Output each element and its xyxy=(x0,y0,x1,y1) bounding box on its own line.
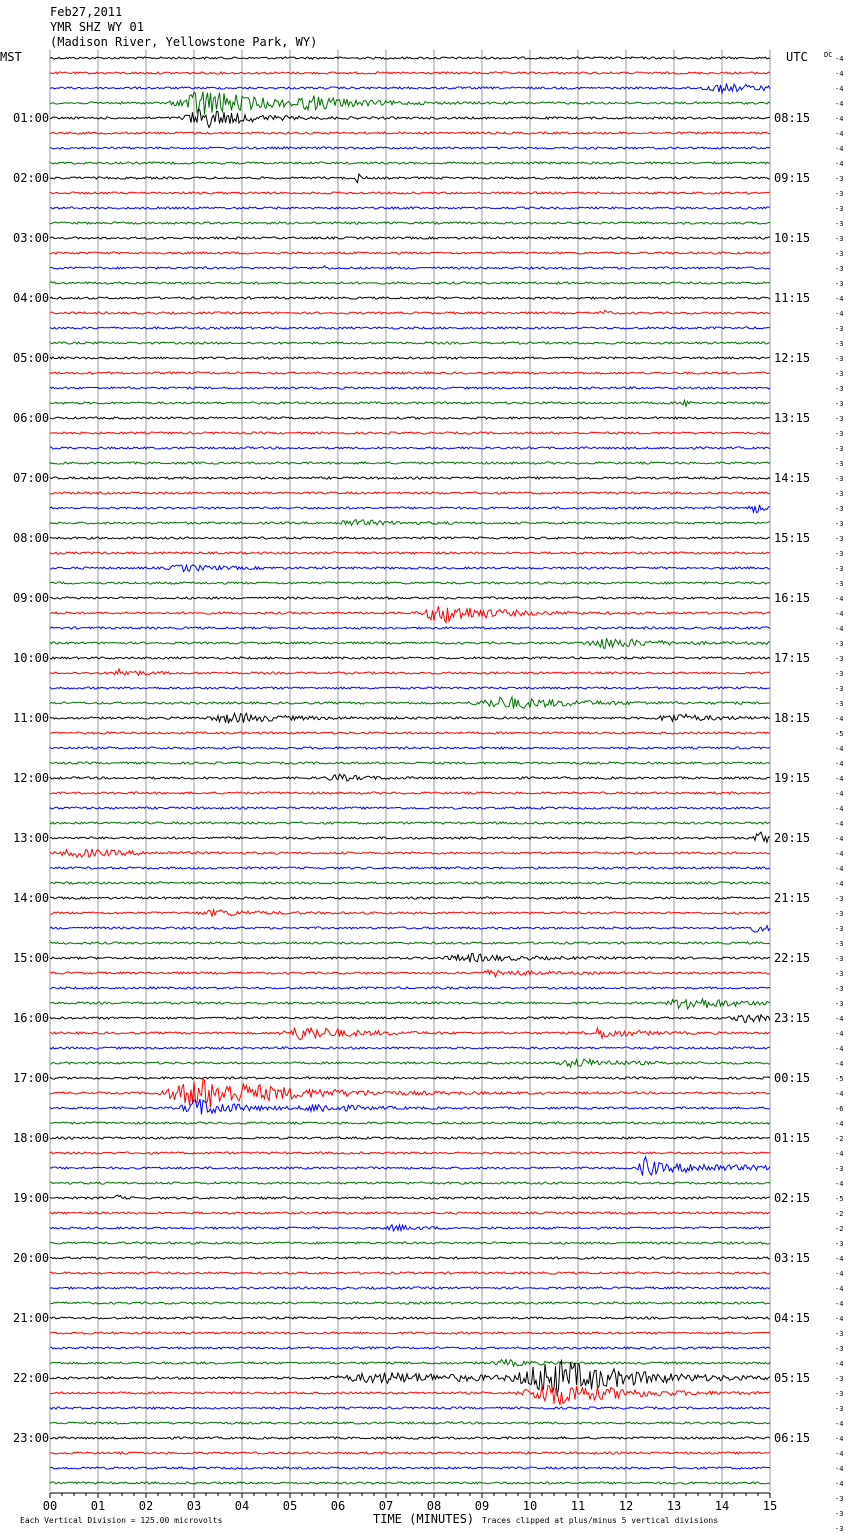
dc-offset-94: -4 xyxy=(835,1465,844,1473)
trace-row-34 xyxy=(50,565,770,572)
trace-row-68 xyxy=(50,1077,770,1079)
trace-row-79 xyxy=(50,1242,770,1244)
trace-row-39 xyxy=(50,638,770,648)
trace-row-48 xyxy=(50,774,770,781)
dc-offset-45: -5 xyxy=(835,730,844,738)
dc-offset-17: -4 xyxy=(835,310,844,318)
dc-offset-60: -3 xyxy=(835,955,844,963)
dc-offset-51: -4 xyxy=(835,820,844,828)
trace-row-53 xyxy=(50,849,770,857)
trace-row-90 xyxy=(50,1407,770,1409)
trace-row-5 xyxy=(50,132,770,134)
trace-row-63 xyxy=(50,999,770,1009)
x-tick-label-04: 04 xyxy=(234,1499,250,1513)
dc-offset-70: -6 xyxy=(835,1105,844,1113)
trace-row-80 xyxy=(50,1257,770,1259)
trace-row-31 xyxy=(50,520,770,526)
trace-row-76 xyxy=(50,1195,770,1199)
utc-hour-label-12: 19:15 xyxy=(774,771,811,785)
trace-row-10 xyxy=(50,207,770,209)
utc-hour-label-20: 03:15 xyxy=(774,1251,811,1265)
trace-row-43 xyxy=(50,697,770,709)
dc-offset-15: -3 xyxy=(835,280,844,288)
dc-offset-81: -4 xyxy=(835,1270,844,1278)
trace-row-14 xyxy=(50,266,770,269)
trace-row-0 xyxy=(50,57,770,59)
dc-offset-79: -3 xyxy=(835,1240,844,1248)
mst-hour-label-17: 17:00 xyxy=(13,1071,50,1085)
dc-offset-78: -2 xyxy=(835,1225,844,1233)
dc-offset-24: -3 xyxy=(835,415,844,423)
x-tick-label-02: 02 xyxy=(138,1499,154,1513)
dc-offset-85: -3 xyxy=(835,1330,844,1338)
trace-row-9 xyxy=(50,192,770,194)
dc-offset-75: -4 xyxy=(835,1180,844,1188)
trace-row-26 xyxy=(50,447,770,449)
dc-label: DC xyxy=(824,51,833,59)
left-axis-label: MST xyxy=(0,50,22,64)
dc-offset-86: -3 xyxy=(835,1345,844,1353)
x-tick-label-12: 12 xyxy=(618,1499,634,1513)
dc-offset-88: -3 xyxy=(835,1375,844,1383)
trace-area xyxy=(50,57,770,1484)
trace-row-75 xyxy=(50,1182,770,1184)
dc-offset-28: -3 xyxy=(835,475,844,483)
trace-row-70 xyxy=(50,1099,770,1114)
utc-hour-label-16: 23:15 xyxy=(774,1011,811,1025)
dc-offset-9: -3 xyxy=(835,190,844,198)
dc-offset-65: -4 xyxy=(835,1030,844,1038)
dc-offset-40: -3 xyxy=(835,655,844,663)
dc-offset-31: -3 xyxy=(835,520,844,528)
vertical-grid xyxy=(50,50,770,1491)
trace-row-32 xyxy=(50,537,770,539)
dc-offset-46: -4 xyxy=(835,745,844,753)
trace-row-28 xyxy=(50,477,770,479)
trace-row-45 xyxy=(50,732,770,734)
trace-row-92 xyxy=(50,1437,770,1439)
utc-hour-label-8: 15:15 xyxy=(774,531,811,545)
x-tick-label-06: 06 xyxy=(330,1499,346,1513)
trace-row-27 xyxy=(50,462,770,464)
trace-row-23 xyxy=(50,400,770,406)
trace-row-30 xyxy=(50,505,770,513)
trace-row-29 xyxy=(50,492,770,494)
utc-hour-label-11: 18:15 xyxy=(774,711,811,725)
trace-row-1 xyxy=(50,72,770,74)
mst-hour-label-16: 16:00 xyxy=(13,1011,50,1025)
trace-row-6 xyxy=(50,147,770,149)
trace-row-37 xyxy=(50,606,770,622)
dc-offset-77: -2 xyxy=(835,1210,844,1218)
trace-row-86 xyxy=(50,1347,770,1349)
trace-row-47 xyxy=(50,762,770,764)
dc-offset-47: -4 xyxy=(835,760,844,768)
dc-offset-5: -4 xyxy=(835,130,844,138)
trace-row-94 xyxy=(50,1467,770,1469)
mst-hour-label-2: 02:00 xyxy=(13,171,50,185)
dc-offset-16: -4 xyxy=(835,295,844,303)
mst-hour-label-19: 19:00 xyxy=(13,1191,50,1205)
mst-hour-label-3: 03:00 xyxy=(13,231,50,245)
trace-row-73 xyxy=(50,1152,770,1154)
trace-row-52 xyxy=(50,832,770,842)
trace-row-8 xyxy=(50,174,770,183)
trace-row-93 xyxy=(50,1452,770,1454)
dc-offset-11: -3 xyxy=(835,220,844,228)
dc-offset-80: -4 xyxy=(835,1255,844,1263)
trace-row-2 xyxy=(50,84,770,94)
utc-hour-label-6: 13:15 xyxy=(774,411,811,425)
trace-row-61 xyxy=(50,970,770,977)
trace-row-74 xyxy=(50,1157,770,1176)
utc-hour-label-22: 05:15 xyxy=(774,1371,811,1385)
utc-hour-label-15: 22:15 xyxy=(774,951,811,965)
trace-row-13 xyxy=(50,252,770,254)
mst-hour-label-9: 09:00 xyxy=(13,591,50,605)
trace-row-42 xyxy=(50,687,770,689)
trace-row-69 xyxy=(50,1079,770,1107)
trace-row-3 xyxy=(50,92,770,115)
mst-hour-label-22: 22:00 xyxy=(13,1371,50,1385)
dc-offset-55: -4 xyxy=(835,880,844,888)
trace-row-35 xyxy=(50,582,770,584)
mst-hour-label-23: 23:00 xyxy=(13,1431,50,1445)
dc-offset-10: -3 xyxy=(835,205,844,213)
dc-offset-49: -4 xyxy=(835,790,844,798)
dc-offset-38: -4 xyxy=(835,625,844,633)
utc-hour-label-13: 20:15 xyxy=(774,831,811,845)
footer-left-note: Each Vertical Division = 125.00 microvolts xyxy=(20,1516,223,1525)
trace-row-87 xyxy=(50,1360,770,1367)
dc-offset-76: -5 xyxy=(835,1195,844,1203)
mst-hour-label-14: 14:00 xyxy=(13,891,50,905)
trace-row-77 xyxy=(50,1212,770,1214)
trace-row-78 xyxy=(50,1225,770,1231)
dc-offset-72: -2 xyxy=(835,1135,844,1143)
trace-row-49 xyxy=(50,792,770,794)
trace-row-64 xyxy=(50,1015,770,1023)
utc-hour-label-23: 06:15 xyxy=(774,1431,811,1445)
utc-hour-label-5: 12:15 xyxy=(774,351,811,365)
dc-offset-67: -4 xyxy=(835,1060,844,1068)
dc-offset-34: -3 xyxy=(835,565,844,573)
trace-row-18 xyxy=(50,327,770,329)
mst-hour-label-7: 07:00 xyxy=(13,471,50,485)
dc-offset-12: -3 xyxy=(835,235,844,243)
trace-row-22 xyxy=(50,387,770,389)
mst-hour-label-18: 18:00 xyxy=(13,1131,50,1145)
dc-offset-64: -4 xyxy=(835,1015,844,1023)
dc-offset-27: -3 xyxy=(835,460,844,468)
dc-offset-54: -4 xyxy=(835,865,844,873)
dc-offset-13: -3 xyxy=(835,250,844,258)
utc-hour-label-1: 08:15 xyxy=(774,111,811,125)
trace-row-95 xyxy=(50,1482,770,1484)
dc-offset-41: -3 xyxy=(835,670,844,678)
mst-hour-label-4: 04:00 xyxy=(13,291,50,305)
trace-row-85 xyxy=(50,1332,770,1334)
trace-row-59 xyxy=(50,942,770,944)
trace-row-41 xyxy=(50,669,770,675)
trace-row-71 xyxy=(50,1122,770,1124)
trace-row-83 xyxy=(50,1302,770,1304)
dc-offset-14: -3 xyxy=(835,265,844,273)
mst-hour-label-11: 11:00 xyxy=(13,711,50,725)
utc-hour-label-9: 16:15 xyxy=(774,591,811,605)
dc-offset-90: -3 xyxy=(835,1405,844,1413)
dc-offset-52: -4 xyxy=(835,835,844,843)
dc-offset-62: -3 xyxy=(835,985,844,993)
trace-row-46 xyxy=(50,747,770,749)
trace-row-11 xyxy=(50,222,770,224)
trace-row-56 xyxy=(50,897,770,899)
x-tick-label-03: 03 xyxy=(186,1499,202,1513)
dc-offset-82: -4 xyxy=(835,1285,844,1293)
dc-offset-59: -3 xyxy=(835,940,844,948)
mst-hour-label-13: 13:00 xyxy=(13,831,50,845)
dc-offset-96: -3 xyxy=(835,1495,844,1503)
trace-row-51 xyxy=(50,822,770,824)
trace-row-50 xyxy=(50,807,770,809)
utc-hour-label-21: 04:15 xyxy=(774,1311,811,1325)
trace-row-33 xyxy=(50,552,770,554)
dc-offset-53: -4 xyxy=(835,850,844,858)
mst-hour-label-6: 06:00 xyxy=(13,411,50,425)
utc-hour-label-4: 11:15 xyxy=(774,291,811,305)
dc-offset-21: -3 xyxy=(835,370,844,378)
dc-offset-61: -3 xyxy=(835,970,844,978)
dc-offset-87: -4 xyxy=(835,1360,844,1368)
trace-row-12 xyxy=(50,237,770,239)
dc-offset-98: -3 xyxy=(835,1525,844,1533)
x-tick-label-05: 05 xyxy=(282,1499,298,1513)
dc-offset-0: -4 xyxy=(835,55,844,63)
dc-offset-83: -4 xyxy=(835,1300,844,1308)
trace-row-84 xyxy=(50,1317,770,1319)
utc-hour-label-10: 17:15 xyxy=(774,651,811,665)
dc-offset-labels xyxy=(835,55,843,1534)
dc-offset-50: -4 xyxy=(835,805,844,813)
dc-offset-8: -3 xyxy=(835,175,844,183)
x-tick-label-15: 15 xyxy=(762,1499,778,1513)
utc-hour-label-17: 00:15 xyxy=(774,1071,811,1085)
x-tick-label-07: 07 xyxy=(378,1499,394,1513)
dc-offset-19: -3 xyxy=(835,340,844,348)
utc-hour-label-14: 21:15 xyxy=(774,891,811,905)
dc-offset-58: -3 xyxy=(835,925,844,933)
mst-hour-label-12: 12:00 xyxy=(13,771,50,785)
dc-offset-37: -4 xyxy=(835,610,844,618)
dc-offset-32: -3 xyxy=(835,535,844,543)
x-tick-label-11: 11 xyxy=(570,1499,586,1513)
dc-offset-43: -3 xyxy=(835,700,844,708)
x-tick-label-13: 13 xyxy=(666,1499,682,1513)
dc-offset-92: -4 xyxy=(835,1435,844,1443)
chart-title-line-2: YMR SHZ WY 01 xyxy=(50,20,144,34)
dc-offset-95: -4 xyxy=(835,1480,844,1488)
x-axis xyxy=(43,1493,777,1513)
trace-row-55 xyxy=(50,882,770,884)
dc-offset-26: -3 xyxy=(835,445,844,453)
trace-row-65 xyxy=(50,1028,770,1040)
dc-offset-7: -4 xyxy=(835,160,844,168)
dc-offset-3: -4 xyxy=(835,100,844,108)
utc-hour-label-2: 09:15 xyxy=(774,171,811,185)
trace-row-57 xyxy=(50,910,770,917)
dc-offset-84: -4 xyxy=(835,1315,844,1323)
trace-row-20 xyxy=(50,357,770,359)
dc-offset-89: -3 xyxy=(835,1390,844,1398)
trace-row-88 xyxy=(50,1361,770,1396)
dc-offset-25: -3 xyxy=(835,430,844,438)
dc-offset-66: -4 xyxy=(835,1045,844,1053)
dc-offset-6: -4 xyxy=(835,145,844,153)
dc-offset-74: -3 xyxy=(835,1165,844,1173)
dc-offset-2: -4 xyxy=(835,85,844,93)
dc-offset-20: -3 xyxy=(835,355,844,363)
trace-row-19 xyxy=(50,342,770,344)
trace-row-91 xyxy=(50,1422,770,1424)
dc-offset-29: -3 xyxy=(835,490,844,498)
trace-row-17 xyxy=(50,310,770,314)
dc-offset-1: -4 xyxy=(835,70,844,78)
trace-row-15 xyxy=(50,282,770,284)
mst-hour-label-21: 21:00 xyxy=(13,1311,50,1325)
dc-offset-73: -4 xyxy=(835,1150,844,1158)
trace-row-67 xyxy=(50,1059,770,1067)
trace-row-7 xyxy=(50,162,770,164)
dc-offset-4: -4 xyxy=(835,115,844,123)
x-tick-label-08: 08 xyxy=(426,1499,442,1513)
trace-row-62 xyxy=(50,987,770,989)
utc-hour-label-19: 02:15 xyxy=(774,1191,811,1205)
footer-right-note: Traces clipped at plus/minus 5 vertical divisions xyxy=(482,1516,719,1525)
trace-row-60 xyxy=(50,954,770,963)
dc-offset-63: -3 xyxy=(835,1000,844,1008)
x-axis-title: TIME (MINUTES) xyxy=(373,1512,475,1526)
mst-hour-label-10: 10:00 xyxy=(13,651,50,665)
x-tick-label-14: 14 xyxy=(714,1499,730,1513)
dc-offset-35: -3 xyxy=(835,580,844,588)
trace-row-21 xyxy=(50,372,770,374)
trace-row-66 xyxy=(50,1047,770,1049)
utc-hour-label-7: 14:15 xyxy=(774,471,811,485)
dc-offset-93: -4 xyxy=(835,1450,844,1458)
dc-offset-71: -4 xyxy=(835,1120,844,1128)
utc-hour-label-3: 10:15 xyxy=(774,231,811,245)
x-tick-label-01: 01 xyxy=(90,1499,106,1513)
dc-offset-69: -4 xyxy=(835,1090,844,1098)
trace-row-24 xyxy=(50,417,770,419)
dc-offset-48: -4 xyxy=(835,775,844,783)
dc-offset-42: -3 xyxy=(835,685,844,693)
dc-offset-22: -3 xyxy=(835,385,844,393)
mst-hour-label-8: 08:00 xyxy=(13,531,50,545)
trace-row-25 xyxy=(50,432,770,434)
dc-offset-97: -3 xyxy=(835,1510,844,1518)
dc-offset-44: -4 xyxy=(835,715,844,723)
mst-hour-label-5: 05:00 xyxy=(13,351,50,365)
trace-row-4 xyxy=(50,109,770,128)
dc-offset-91: -4 xyxy=(835,1420,844,1428)
chart-title-line-3: (Madison River, Yellowstone Park, WY) xyxy=(50,35,318,49)
trace-row-89 xyxy=(50,1386,770,1405)
dc-offset-39: -3 xyxy=(835,640,844,648)
trace-row-16 xyxy=(50,297,770,299)
trace-row-36 xyxy=(50,597,770,599)
trace-row-81 xyxy=(50,1272,770,1274)
dc-offset-23: -3 xyxy=(835,400,844,408)
mst-hour-label-20: 20:00 xyxy=(13,1251,50,1265)
dc-offset-30: -3 xyxy=(835,505,844,513)
dc-offset-33: -3 xyxy=(835,550,844,558)
utc-hour-label-18: 01:15 xyxy=(774,1131,811,1145)
x-tick-label-10: 10 xyxy=(522,1499,538,1513)
dc-offset-18: -3 xyxy=(835,325,844,333)
trace-row-40 xyxy=(50,657,770,659)
trace-row-38 xyxy=(50,627,770,629)
trace-row-58 xyxy=(50,926,770,933)
x-tick-label-00: 00 xyxy=(42,1499,58,1513)
mst-hour-label-15: 15:00 xyxy=(13,951,50,965)
mst-hour-label-1: 01:00 xyxy=(13,111,50,125)
dc-offset-68: -5 xyxy=(835,1075,844,1083)
right-axis-label: UTC xyxy=(786,50,808,64)
trace-row-82 xyxy=(50,1287,770,1289)
chart-title-line-1: Feb27,2011 xyxy=(50,5,123,19)
dc-offset-36: -4 xyxy=(835,595,844,603)
trace-row-72 xyxy=(50,1137,770,1139)
trace-row-44 xyxy=(50,713,770,723)
dc-offset-56: -3 xyxy=(835,895,844,903)
trace-row-54 xyxy=(50,867,770,869)
x-tick-label-09: 09 xyxy=(474,1499,490,1513)
dc-offset-57: -3 xyxy=(835,910,844,918)
